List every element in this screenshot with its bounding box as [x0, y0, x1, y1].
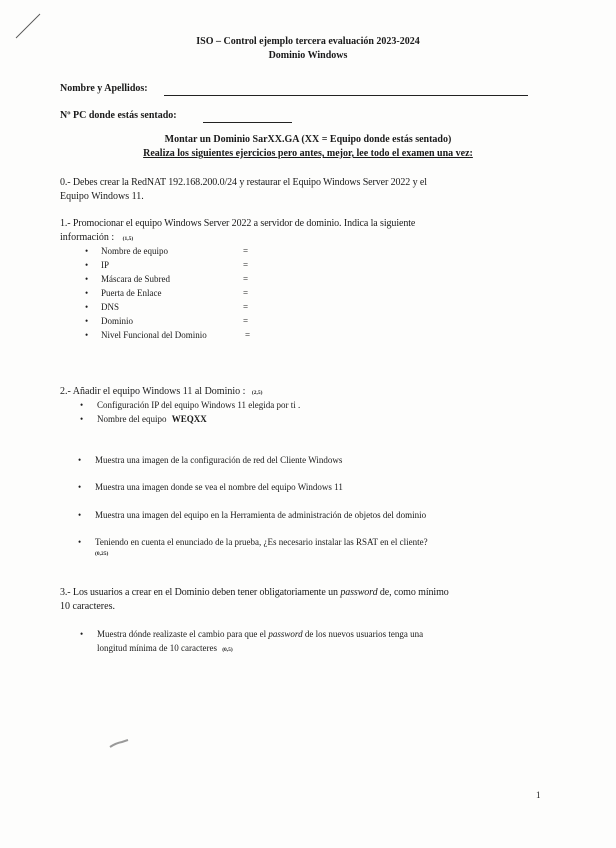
name-label: Nombre y Apellidos: — [60, 83, 148, 94]
q2-machine-name: WEQXX — [171, 414, 207, 424]
bullet-icon: • — [85, 246, 89, 256]
q2-task: Muestra una imagen donde se vea el nombre del equipo Windows 11 — [95, 482, 343, 492]
q1-line2-wrap — [60, 232, 133, 243]
q1-item-eq: = — [243, 288, 249, 298]
q1-item-label: Dominio — [101, 316, 134, 326]
q1-item-label: IP — [101, 260, 110, 270]
q3-line1-post: de, como mínimo — [377, 587, 449, 598]
q1-item-label: Nivel Funcional del Dominio — [101, 330, 207, 340]
q0-line2: Equipo Windows 11. — [60, 191, 144, 202]
bullet-icon: • — [80, 629, 84, 639]
q1-line2: información : — [60, 232, 115, 243]
pc-label: Nº PC donde estás sentado: — [60, 110, 177, 121]
bullet-icon: • — [80, 400, 84, 410]
q3-line1-pre: 3.- Los usuarios a crear en el Dominio deben tener obligatoriamente un — [60, 587, 341, 598]
pc-field[interactable] — [203, 122, 292, 123]
bullet-icon: • — [85, 330, 89, 340]
q2-score: (2,5) — [251, 390, 263, 396]
bullet-icon: • — [80, 414, 84, 424]
q1-line1: 1.- Promocionar el equipo Windows Server 2022 a servidor de dominio. Indica la siguiente — [60, 218, 416, 229]
q3-task-post: de los nuevos usuarios tenga una — [302, 629, 424, 639]
q1-score: (1,5) — [122, 236, 134, 242]
q1-item-label: DNS — [101, 302, 120, 312]
q2-item: Nombre del equipo — [97, 414, 167, 424]
q3-task-em: password — [268, 629, 303, 639]
q1-item-eq: = — [245, 330, 251, 340]
intro-heading: Montar un Dominio SarXX.GA (XX = Equipo donde estás sentado) — [164, 134, 452, 145]
q2-task-score: (0,25) — [95, 551, 109, 557]
q2-line1: 2.- Añadir el equipo Windows 11 al Dominio : — [60, 386, 246, 397]
bullet-icon: • — [78, 455, 82, 465]
q3-line1-em: password — [340, 587, 378, 598]
scan-smudge-icon — [108, 738, 130, 750]
q1-item-eq: = — [243, 260, 249, 270]
q3-task-wrap — [97, 629, 423, 639]
q2-task: Teniendo en cuenta el enunciado de la prueba, ¿Es necesario instalar las RSAT en el cliente? — [95, 537, 428, 547]
q2-item: Configuración IP del equipo Windows 11 elegida por ti . — [97, 400, 301, 410]
q1-item-label: Máscara de Subred — [101, 274, 170, 284]
page-subtitle: Dominio Windows — [268, 50, 348, 61]
bullet-icon: • — [85, 274, 89, 284]
q1-item-eq: = — [243, 302, 249, 312]
q1-item-eq: = — [243, 316, 249, 326]
q2-item-name-wrap — [97, 414, 207, 424]
q1-item-label: Nombre de equipo — [101, 246, 168, 256]
bullet-icon: • — [78, 510, 82, 520]
q2-line1-wrap — [60, 386, 262, 397]
q3-score: (0,5) — [222, 647, 233, 653]
bullet-icon: • — [85, 302, 89, 312]
q1-item-label: Puerta de Enlace — [101, 288, 162, 298]
q3-task-line2: longitud mínima de 10 caracteres — [97, 643, 217, 653]
q3-line2: 10 caracteres. — [60, 601, 115, 612]
bullet-icon: • — [85, 260, 89, 270]
page-title: ISO – Control ejemplo tercera evaluación 2023-2024 — [196, 36, 420, 47]
q1-item-eq: = — [243, 246, 249, 256]
bullet-icon: • — [78, 537, 82, 547]
q3-line1-wrap — [60, 587, 449, 598]
bullet-icon: • — [85, 288, 89, 298]
q0-line1: 0.- Debes crear la RedNAT 192.168.200.0/24 y restaurar el Equipo Windows Server 2022 y el — [60, 177, 427, 188]
name-field[interactable] — [164, 95, 528, 96]
q1-item-eq: = — [243, 274, 249, 284]
q3-task-line2-wrap — [97, 643, 233, 653]
intro-instructions: Realiza los siguientes ejercicios pero antes, mejor, lee todo el examen una vez: — [143, 148, 473, 159]
q2-task: Muestra una imagen del equipo en la Herramienta de administración de objetos del dominio — [95, 510, 427, 520]
bullet-icon: • — [85, 316, 89, 326]
q3-task-pre: Muestra dónde realizaste el cambio para que el — [97, 629, 269, 639]
page-number: 1 — [536, 790, 541, 800]
bullet-icon: • — [78, 482, 82, 492]
q2-task: Muestra una imagen de la configuración de red del Cliente Windows — [95, 455, 343, 465]
